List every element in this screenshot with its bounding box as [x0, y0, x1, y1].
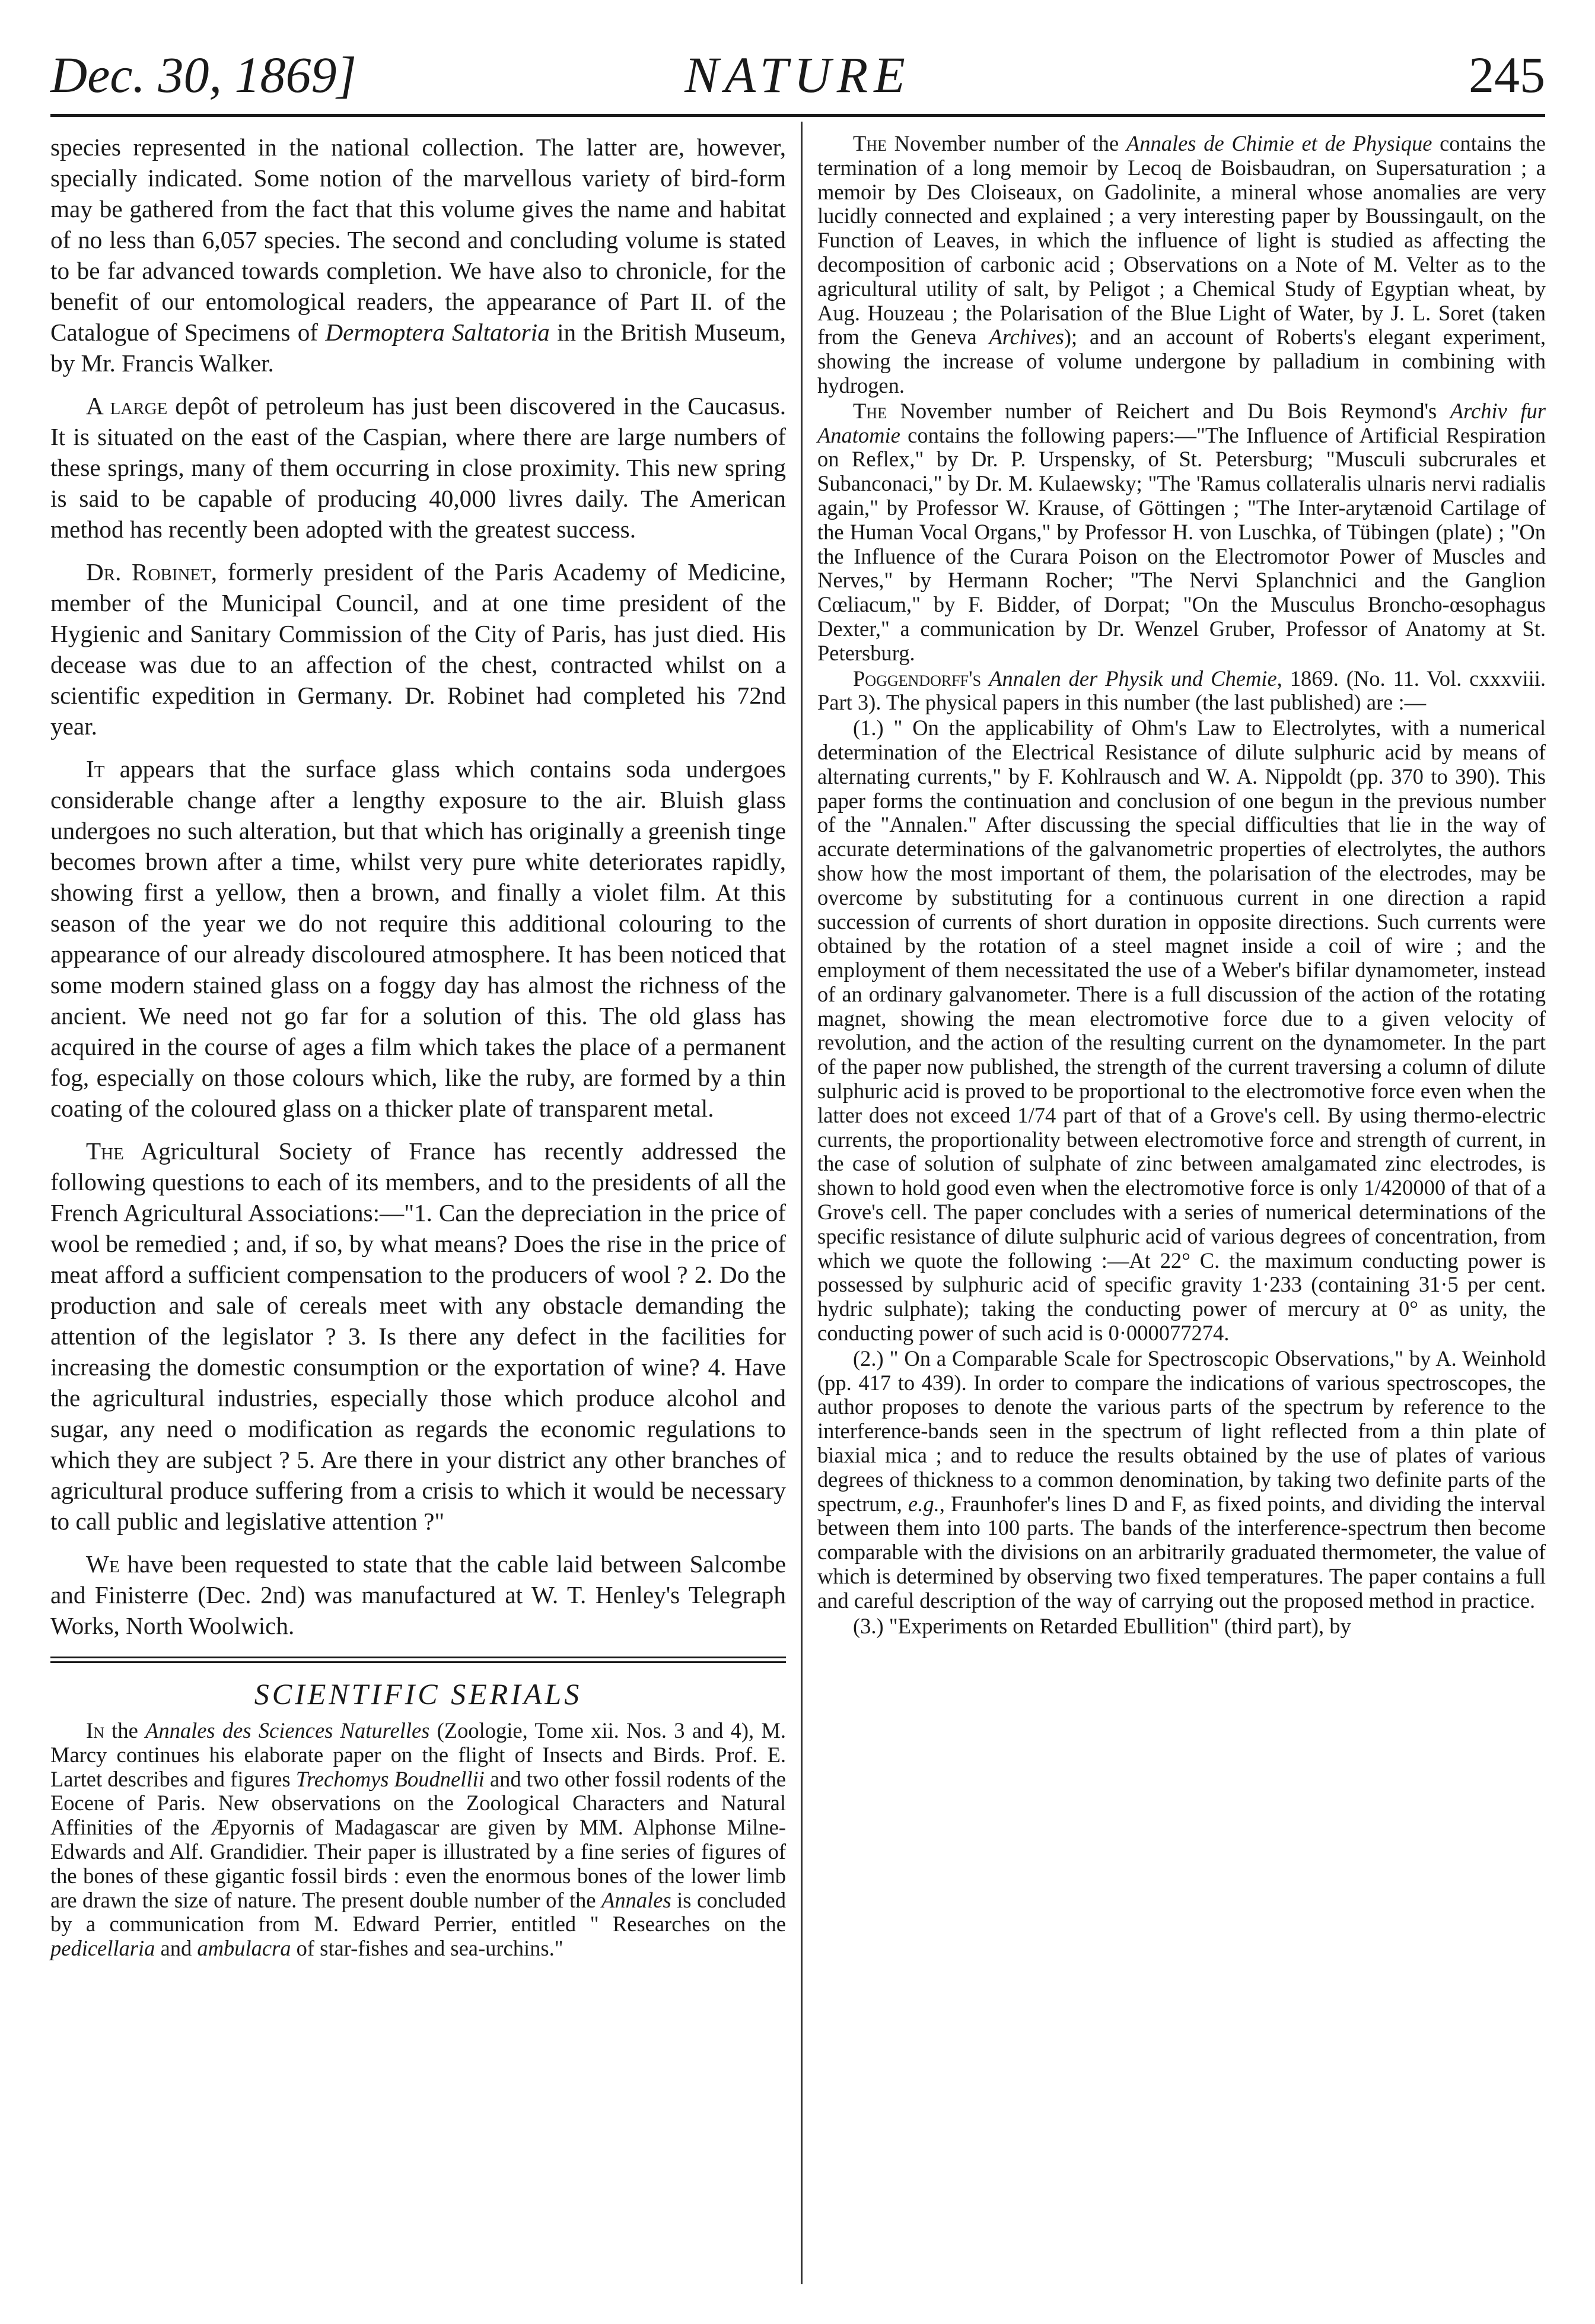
page-header	[50, 42, 1545, 107]
right-column	[817, 132, 1546, 1639]
paragraph-bird-catalogue: species represented in the national collection. The latter are, however, specially indicated. Some notion of the marvellous variety of bird-form may be gathered from the fact that this volume gives the name and habitat of no less than 6,057 species. The second and concluding volume is stated to be far advanced towards completion. We have also to chronicle, for the benefit of our entomological readers, the appearance of Part II. of the Catalogue of Specimens of Dermoptera Saltatoria in the British Museum, by Mr. Francis Walker.	[50, 133, 786, 377]
paragraph-agricultural-society: The Agricultural Society of France has recently addressed the following questions to each of its members, and to the presidents of all the French Agricultural Associations:—"1. Can the depreciation in the price of wool be remedied ; and, if so, by what means? Does the rise in the price of meat afford a sufficient compensation to the producers of wool ? 2. Do the production and sale of cereals meet with any obstacle demanding the attention of the legislator ? 3. Is there any defect in the facilities for increasing the domestic consumption or the exportation of wine? 4. Have the agricultural industries, especially those which produce alcohol and sugar, any need o modification as regards the economic regulations to which they are subject ? 5. Are there in your district any other branches of agricultural produce suffering from a crisis to which it would be necessary to call public and legislative attention ?"	[50, 1137, 786, 1535]
issue-date: Dec. 30, 1869]	[50, 46, 356, 103]
header-rule	[50, 114, 1545, 117]
column-divider	[801, 122, 803, 2284]
paragraph-cable: We have been requested to state that the cable laid between Salcombe and Finisterre (Dec. 2nd) was manufactured at W. T. Henley's Telegraph Works, North Woolwich.	[50, 1550, 786, 1639]
paragraph-archiv-anatomie: The November number of Reichert and Du Bois Reymond's Archiv fur Anatomie contains the following papers:—"The Influence of Artificial Respiration on Reflex," by Dr. P. Urspensky, of St. Petersburg; "Musculi subcrurales et Subanconaci," by Dr. M. Kulaewsky; "The 'Ramus collateralis ulnaris nervi radialis again," by Professor W. Krause, of Göttingen ; "The Inter-arytænoid Cartilage of the Human Vocal Organs," by Professor H. von Luschka, of Tübingen (plate) ; "On the Influence of the Curara Poison on the Electromotor Power of Muscles and Nerves," by Hermann Rocher; "The Nervi Splanchnici and the Ganglion Cœliacum," by F. Bidder, of Dorpat; "On the Musculus Broncho-œsophagus Dexter," a communication by Dr. Wenzel Gruber, Professor of Anatomy at St. Petersburg.	[817, 398, 1546, 665]
journal-title: NATURE	[685, 46, 911, 103]
fraction-one-seventy-fourth: 1/74	[1017, 1102, 1056, 1127]
paragraph-spectroscopic-scale: (2.) " On a Comparable Scale for Spectroscopic Observations," by A. Weinhold (pp. 417 to 439). In order to compare the indications of various spectroscopes, the author proposes to denote the various parts of the spectrum by reference to the interference-bands seen in the spectrum of light reflected from a thin plate of biaxial mica ; and to reduce the results obtained by the use of plates of various degrees of thickness to a common denomination, by taking two definite parts of the spectrum, e.g., Fraunhofer's lines D and F, as fixed points, and dividing the interval between them into 100 parts. The bands of the interference-spectrum then become comparable with the divisions on an arbitrarily graduated thermometer, the value of which is determined by observing two fixed temperatures. The paper contains a full and careful description of the way of carrying out the proposed method in practice.	[817, 1346, 1546, 1613]
section-title: SCIENTIFIC SERIALS	[254, 1677, 582, 1711]
paragraph-petroleum: A large depôt of petroleum has just been discovered in the Caucasus. It is situated on the east of the Caspian, where there are large numbers of these springs, many of them occurring in close proximity. This new spring is said to be capable of producing 40,000 livres daily. The American method has recently been adopted with the greatest success.	[50, 392, 786, 543]
paragraph-retarded-ebullition: (3.) "Experiments on Retarded Ebullition" (third part), by	[853, 1613, 1351, 1638]
page-number: 245	[1469, 46, 1545, 103]
fraction-one-420000th: 1/420000	[1364, 1175, 1446, 1200]
left-column	[50, 132, 786, 1961]
paragraph-ohms-law: (1.) " On the applicability of Ohm's Law to Electrolytes, with a numerical determination of the Electrical Resistance of dilute sulphuric acid by means of alternating currents," by F. Kohlrausch and W. A. Nippoldt (pp. 370 to 390). This paper forms the continuation and conclusion of one begun in the previous number of the "Annalen." After discussing the special difficulties that lie in the way of accurate determinations of the galvanometric properties of electrolytes, the authors show how the most important of them, the polarisation of the electrodes, may be overcome by substituting for a continuous current in one direction a rapid succession of currents of short duration in opposite directions. Such currents were obtained by the rotation of a steel magnet inside a coil of wire ; and the employment of them necessitated the use of a Weber's bifilar dynamometer, instead of an ordinary galvanometer. There is a full discussion of the action of the rotating magnet, showing the mean electromotive force due to a given velocity of revolution, and the action of the resulting current on the dynamometer. In the part of the paper now published, the strength of the current traversing a column of dilute sulphuric acid is proved to be proportional to the electromotive force even when the latter does not exceed 1/74 part of that of a Grove's cell. By using thermo-electric currents, the proportionality between electromotive force and strength of current, in the case of solution of sulphate of zinc between amalgamated zinc electrodes, is shown to hold good even when the electromotive force is only 1/420000 of that of a Grove's cell. The paper concludes with a series of numerical determinations of the specific resistance of dilute sulphuric acid of various degrees of concentration, from which we quote the following :—At 22° C. the maximum conducting power is possessed by sulphuric acid of specific gravity 1·233 (containing 31·5 per cent. hydric sulphate); taking the conducting power of mercury at 0° as unity, the conducting power of such acid is 0·000077274.	[817, 716, 1546, 1346]
paragraph-glass: It appears that the surface glass which contains soda undergoes considerable change after a lengthy exposure to the air. Bluish glass undergoes no such alteration, but that which has originally a greenish tinge becomes brown after a time, whilst very pure white deteriorates rapidly, showing first a yellow, then a brown, and finally a violet film. At this season of the year we do not require this additional colouring to the appearance of our already discoloured atmosphere. It has been noticed that some modern stained glass on a foggy day has almost the richness of the ancient. We need not go far for a solution of this. The old glass has acquired in the course of ages a film which takes the place of a permanent fog, especially on those colours which, like the ruby, are formed by a thin coating of the coloured glass on a thicker plate of transparent metal.	[50, 755, 786, 1122]
section-rule	[50, 1657, 786, 1663]
paragraph-annales-sciences: In the Annales des Sciences Naturelles (Zoologie, Tome xii. Nos. 3 and 4), M. Marcy continues his elaborate paper on the flight of Insects and Birds. Prof. E. Lartet describes and figures Trechomys Boudnellii and two other fossil rodents of the Eocene of Paris. New observations on the Zoological Characters and Natural Affinities of the Æpyornis of Madagascar are given by MM. Alphonse Milne-Edwards and Alf. Grandidier. Their paper is illustrated by a fine series of figures of the bones of these gigantic fossil birds : even the enormous bones of the lower limb are drawn the size of nature. The present double number of the Annales is concluded by a communication from M. Edward Perrier, entitled " Researches on the pedicellaria and ambulacra of star-fishes and sea-urchins."	[50, 1718, 786, 1961]
paragraph-robinet: Dr. Robinet, formerly president of the Paris Academy of Medicine, member of the Municipal Council, and at one time president of the Hygienic and Sanitary Commission of the City of Paris, has just died. His decease was due to an affection of the chest, contracted whilst on a scientific expedition in Germany. Dr. Robinet had completed his 72nd year.	[50, 558, 786, 740]
paragraph-annales-chimie: The November number of the Annales de Chimie et de Physique contains the termination of a long memoir by Lecoq de Boisbaudran, on Supersaturation ; a memoir by Des Cloiseaux, on Gadolinite, a mineral whose anomalies are very lucidly connected and explained ; a very interesting paper by Boussingault, on the Function of Leaves, in which the influence of light is studied as affecting the decomposition of carbonic acid ; Observations on a Note of M. Velter as to the agricultural utility of salt, by Peligot ; a Chemical Study of Egyptian wheat, by Aug. Houzeau ; the Polarisation of the Blue Light of Water, by J. L. Soret (taken from the Geneva Archives); and an account of Roberts's elegant experiment, showing the increase of volume undergone by palladium in combining with hydrogen.	[817, 131, 1546, 398]
paragraph-poggendorff: Poggendorff's Annalen der Physik und Chemie, 1869. (No. 11. Vol. cxxxviii. Part 3). The physical papers in this number (the last published) are :—	[817, 666, 1546, 715]
